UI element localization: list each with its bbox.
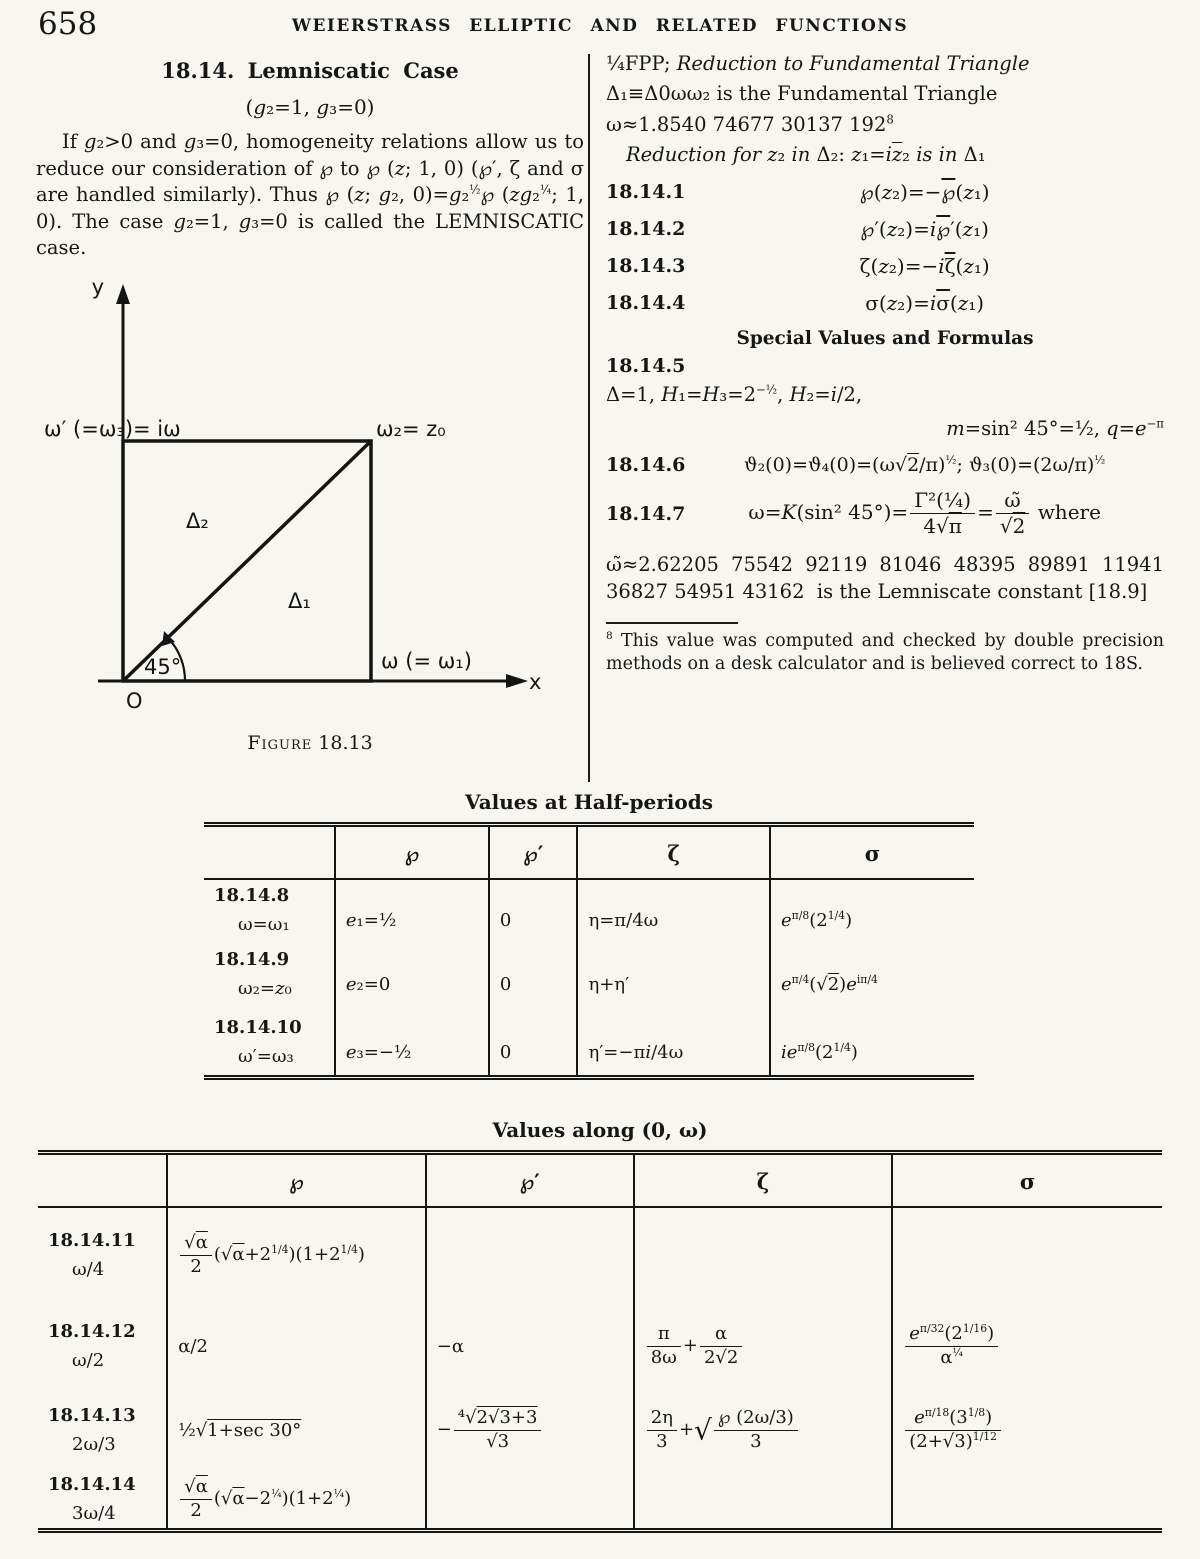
- row-label: 18.14.12 ω/2: [48, 1321, 136, 1371]
- sigma-value: [892, 1470, 1162, 1531]
- wp-value: $\frac{√\alpha}{2}$ $(√\alpha+2^{1/4})(1+2^{1/4})$: [167, 1207, 426, 1302]
- corner-header: [204, 825, 335, 880]
- x-axis-label: x: [529, 669, 542, 694]
- wp-prime-value: 0: [489, 879, 578, 943]
- equation-18-14-6: [606, 454, 1164, 476]
- origin-label: O: [126, 688, 143, 713]
- footnote: $^8$ This value was computed and checked by double precision methods on a desk calculator and is believed correct to 18S.: [606, 629, 1164, 675]
- equation-number: 18.14.7: [606, 502, 686, 525]
- equation-18-14-4: [606, 291, 1164, 315]
- lemniscate-constant-paragraph: ω̃≈2.62205 75542 92119 81046 48395 89891 11941 36827 54951 43162 is the Lemniscate constant [18.9]: [606, 553, 1164, 604]
- sigma-value: $\frac{e^{\pi/18}(3^{1/8})}{(2+√3)^{1/12}}$: [892, 1390, 1162, 1470]
- wp-value: ½√1+sec 30°: [167, 1390, 426, 1470]
- table-row: [38, 1470, 1162, 1531]
- omega-prime-label: ω′ (=ω₃)= iω: [44, 416, 181, 441]
- section-subtitle: (g₂=1, g₃=0): [245, 95, 375, 119]
- equation-formula: $\zeta(z_2)=-i\overline{\zeta}(z_1)$: [859, 254, 990, 279]
- values-along-table-section: [38, 1118, 1162, 1533]
- col-header-sigma: σ: [770, 825, 974, 880]
- table-header-row: [204, 825, 974, 880]
- zeta-value: $\frac{\pi}{8\omega}$ + $\frac{\alpha}{2√2}$: [634, 1302, 893, 1390]
- col-header-wp-prime: ℘′: [489, 825, 578, 880]
- wp-value: α/2: [167, 1302, 426, 1390]
- sigma-value: $e^{\pi/4}(√2)e^{i\pi/4}$: [770, 943, 974, 1007]
- eq7-fraction-1: $\frac{\text{Γ²(¼)}}{4√\pi}$: [910, 489, 975, 538]
- equation-18-14-3: [606, 254, 1164, 278]
- intro-paragraph: If g₂>0 and g₃=0, homogeneity relations allow us to reduce our consideration of ℘ to ℘ (z; 1, 0) (℘′, ζ and σ are handled similarly). Thus ℘ (z; g₂, 0)=g₂$^{\frac{1}{2}}$℘ (zg₂$^{\frac{1}{4}}$; 1, 0). The case g₂=1, g₃=0 is called the LEMNISCATIC case.: [36, 130, 585, 260]
- wp-prime-value: [426, 1207, 634, 1302]
- equation-formula: ℘′(z₂)=i℘′(z₁): [860, 217, 989, 242]
- equation-number: 18.14.2: [606, 218, 686, 241]
- equation-number: 18.14.6: [606, 454, 686, 477]
- table-row: [204, 943, 974, 1007]
- eq7-tail: where: [1037, 500, 1101, 525]
- section-title: 18.14. Lemniscatic Case: [161, 58, 459, 83]
- zeta-value: $\frac{2\eta}{3}$ +√ $\frac{℘ (2\omega/3)}{3}$: [634, 1390, 893, 1470]
- fundamental-triangle-line: Δ₁≡Δ0ωω₂ is the Fundamental Triangle: [606, 82, 998, 106]
- col-header-wp-prime: ℘′: [426, 1153, 634, 1208]
- sigma-value: [892, 1207, 1162, 1302]
- omega1-label: ω (= ω₁): [381, 648, 472, 673]
- col-header-wp: ℘: [167, 1153, 426, 1208]
- equation-formula: ℘(z₂)=−℘(z₁): [859, 180, 990, 205]
- eq7-fraction-2: $\frac{\omegã}{√2}$: [996, 489, 1029, 538]
- row-label: 18.14.10 ω′=ω₃: [214, 1016, 302, 1067]
- angle-label: 45°: [144, 654, 182, 679]
- y-axis-arrowhead: [116, 284, 130, 304]
- col-header-wp: ℘: [335, 825, 489, 880]
- reduction-rule-line: Reduction for z₂ in Δ₂: $z_1=i\overline{z}_2$ is in Δ₁: [626, 143, 986, 167]
- page-number: 658: [38, 6, 98, 42]
- wp-prime-value: 0: [489, 1007, 578, 1077]
- sigma-value: $ie^{\pi/8}(2^{1/4})$: [770, 1007, 974, 1077]
- delta1-label: Δ₁: [288, 588, 311, 613]
- zeta-value: η′=−πi/4ω: [577, 1007, 770, 1077]
- table-row: [38, 1390, 1162, 1470]
- column-divider: [588, 54, 590, 782]
- sigma-value: $e^{\pi/8}(2^{1/4})$: [770, 879, 974, 943]
- sigma-value: $\frac{e^{\pi/32}(2^{1/16})}{\alpha^{\frac{1}{4}}}$: [892, 1302, 1162, 1390]
- row-label: 18.14.11 ω/4: [48, 1230, 136, 1280]
- fpp-reduction-line: ¼FPP; Reduction to Fundamental Triangle: [606, 52, 1030, 75]
- eq7-lead: ω=K(sin² 45°)=: [748, 500, 909, 525]
- equation-18-14-2: [606, 217, 1164, 241]
- omega2-label: ω₂= z₀: [376, 416, 446, 441]
- right-column: [606, 46, 1164, 677]
- wp-value: e₂=0: [335, 943, 489, 1007]
- equation-number: 18.14.1: [606, 181, 686, 204]
- figure-canvas: [36, 276, 581, 728]
- wp-prime-value: −α: [426, 1302, 634, 1390]
- row-label: 18.14.8 ω=ω₁: [214, 885, 290, 935]
- wp-value: e₃=−½: [335, 1007, 489, 1077]
- table-row: [204, 879, 974, 943]
- row-label: 18.14.9 ω₂=z₀: [214, 949, 292, 999]
- wp-prime-value: − $\frac{\text{⁴√2√3+3}}{√3}$: [426, 1390, 634, 1470]
- zeta-value: η+η′: [577, 943, 770, 1007]
- wp-value: $\frac{√\alpha}{2}$ $(√\alpha-2^{\frac{1}{4}})(1+2^{\frac{1}{4}})$: [167, 1470, 426, 1531]
- equation-formula: $ϑ_2(0)=ϑ_4(0)=(\omega√2/\pi)^{\frac{1}{2}}$; $ϑ_3(0)=(2\omega/\pi)^{\frac{1}{2}}$: [743, 452, 1106, 477]
- y-axis-label: y: [91, 275, 104, 299]
- delta2-label: Δ₂: [186, 508, 209, 533]
- equation-formula: [685, 489, 1164, 538]
- corner-header: [38, 1153, 167, 1208]
- special-values-heading: Special Values and Formulas: [736, 328, 1034, 350]
- left-column: [36, 50, 584, 754]
- x-axis-arrowhead: [506, 674, 528, 688]
- eq7-equals: =: [977, 500, 994, 525]
- equation-18-14-7: [606, 489, 1164, 538]
- equation-number: 18.14.3: [606, 255, 686, 278]
- zeta-value: [634, 1470, 893, 1531]
- col-header-zeta: ζ: [577, 825, 770, 880]
- zeta-value: [634, 1207, 893, 1302]
- equation-formula: $\sigma(z_2)=i\overline{\sigma}(z_1)$: [865, 291, 985, 316]
- table-row: [38, 1302, 1162, 1390]
- table-header-row: [38, 1153, 1162, 1208]
- eq5-line1: Δ=1, $H_1=H_3=2^{-\frac{1}{2}}$, H₂=i/2,: [606, 382, 863, 407]
- zeta-value: η=π/4ω: [577, 879, 770, 943]
- equation-number: 18.14.4: [606, 292, 686, 315]
- wp-value: e₁=½: [335, 879, 489, 943]
- equation-number-18-14-5: 18.14.5: [606, 355, 686, 378]
- values-along-table-title: Values along (0, ω): [492, 1118, 708, 1142]
- eq5-line2: m=sin² 45°=½, $q=e^{-\pi}$: [946, 416, 1164, 440]
- values-along-table: [38, 1150, 1162, 1533]
- col-header-sigma: σ: [892, 1153, 1162, 1208]
- table-row: [204, 1007, 974, 1077]
- figure-caption: Figure 18.13: [247, 731, 373, 754]
- half-periods-table-title: Values at Half-periods: [465, 790, 713, 814]
- row-label: 18.14.13 2ω/3: [48, 1405, 136, 1455]
- table-row: [38, 1207, 1162, 1302]
- row-label: 18.14.14 3ω/4: [48, 1474, 136, 1524]
- wp-prime-value: 0: [489, 943, 578, 1007]
- half-periods-table-section: [204, 790, 974, 1080]
- half-periods-table: [204, 822, 974, 1080]
- figure-18-13: [36, 276, 584, 754]
- equation-18-14-1: [606, 180, 1164, 204]
- footnote-rule: [606, 622, 738, 624]
- diagonal-0-omega2: [123, 441, 371, 681]
- running-head: WEIERSTRASS ELLIPTIC AND RELATED FUNCTIONS: [291, 16, 909, 36]
- wp-prime-value: [426, 1470, 634, 1531]
- omega-value-line: ω≈1.8540 74677 30137 $192^8$: [606, 112, 894, 136]
- col-header-zeta: ζ: [634, 1153, 893, 1208]
